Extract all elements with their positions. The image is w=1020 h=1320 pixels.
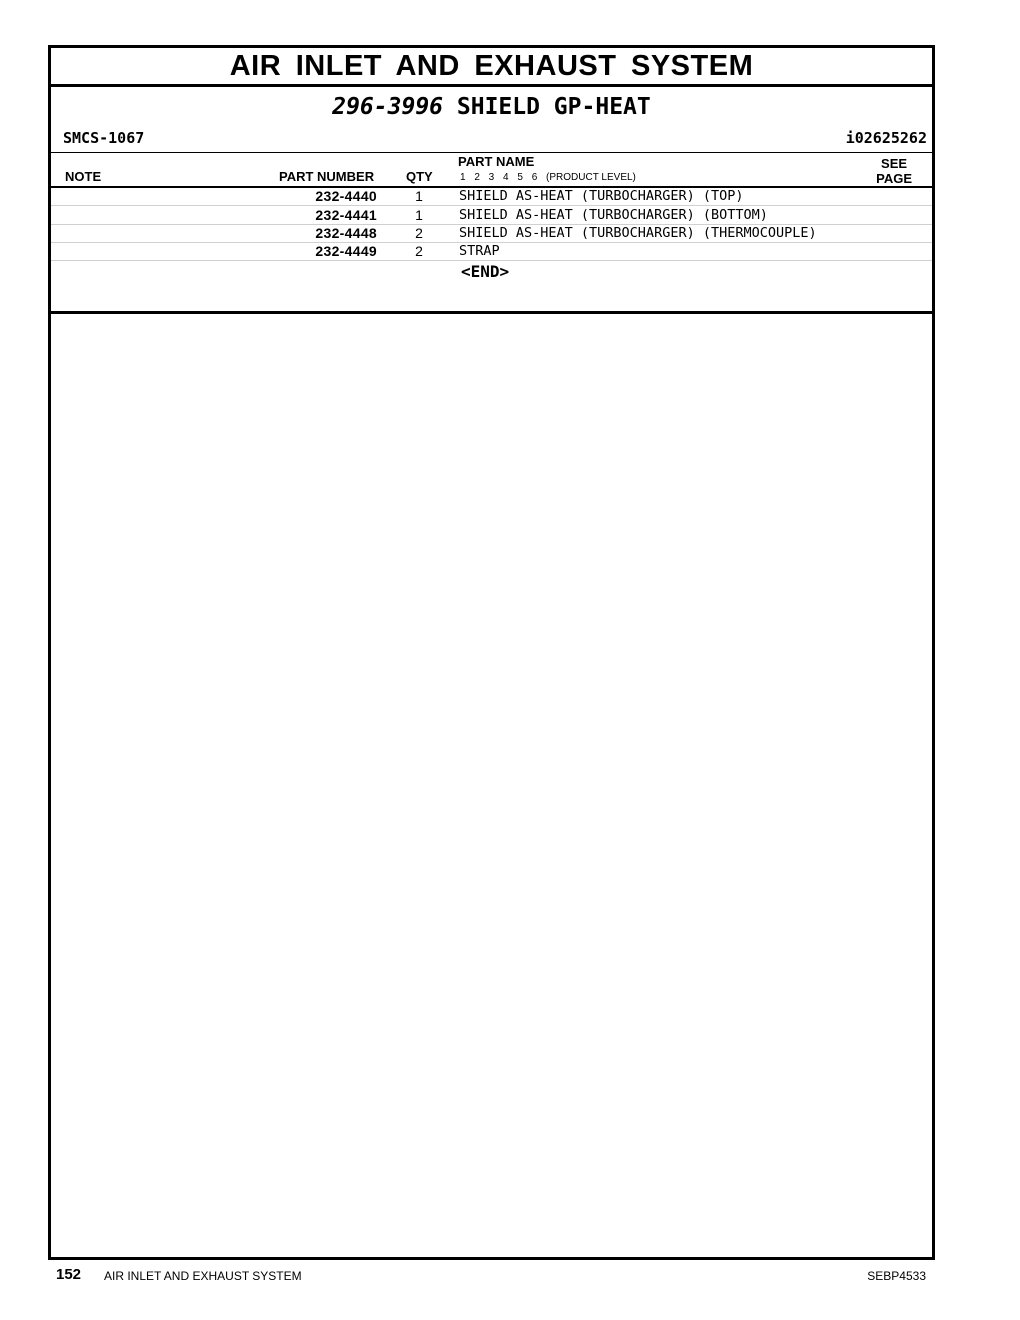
product-level-numbers: 1 2 3 4 5 6 [460,172,538,183]
part-number-cell: 232-4448 [315,225,377,241]
part-name-cell: SHIELD AS-HEAT (TURBOCHARGER) (THERMOCOUPLE) [459,225,817,241]
column-header-note: NOTE [65,169,102,184]
part-name-cell: STRAP [459,243,500,259]
section-title: AIR INLET AND EXHAUST SYSTEM [229,50,754,82]
table-row [51,187,932,206]
page-number: 152 [56,1266,82,1283]
section-bottom-rule [51,311,932,314]
product-level-header [460,172,636,184]
group-number: 296-3996 [332,94,444,120]
smcs-code: SMCS-1067 [63,129,145,147]
table-row [51,242,932,261]
part-number-cell: 232-4441 [315,207,377,223]
column-header-part-name: PART NAME [458,154,535,169]
group-title [51,92,932,122]
product-level-label: (PRODUCT LEVEL) [546,172,636,183]
page-label: PAGE [876,171,912,186]
part-name-cell: SHIELD AS-HEAT (TURBOCHARGER) (TOP) [459,188,744,204]
section-title-band [51,48,932,87]
column-header-part-number: PART NUMBER [279,169,375,184]
part-name-cell: SHIELD AS-HEAT (TURBOCHARGER) (BOTTOM) [459,207,768,223]
column-header-qty: QTY [406,169,433,184]
page-footer [0,1264,1020,1288]
part-number-cell: 232-4440 [315,188,377,204]
qty-cell: 2 [415,225,423,241]
table-row [51,206,932,225]
footer-section-title: AIR INLET AND EXHAUST SYSTEM [104,1269,302,1283]
page-frame [48,45,935,1260]
qty-cell: 2 [415,243,423,259]
group-name: SHIELD GP-HEAT [456,94,651,120]
end-marker: <END> [461,262,510,281]
see-label: SEE [881,156,908,171]
qty-cell: 1 [415,207,423,223]
illustration-id: i02625262 [845,129,927,147]
header-rule-top [51,152,932,153]
column-header-see-page [876,156,912,186]
part-number-cell: 232-4449 [315,243,377,259]
qty-cell: 1 [415,188,423,204]
table-row [51,224,932,243]
document-number: SEBP4533 [867,1269,926,1283]
